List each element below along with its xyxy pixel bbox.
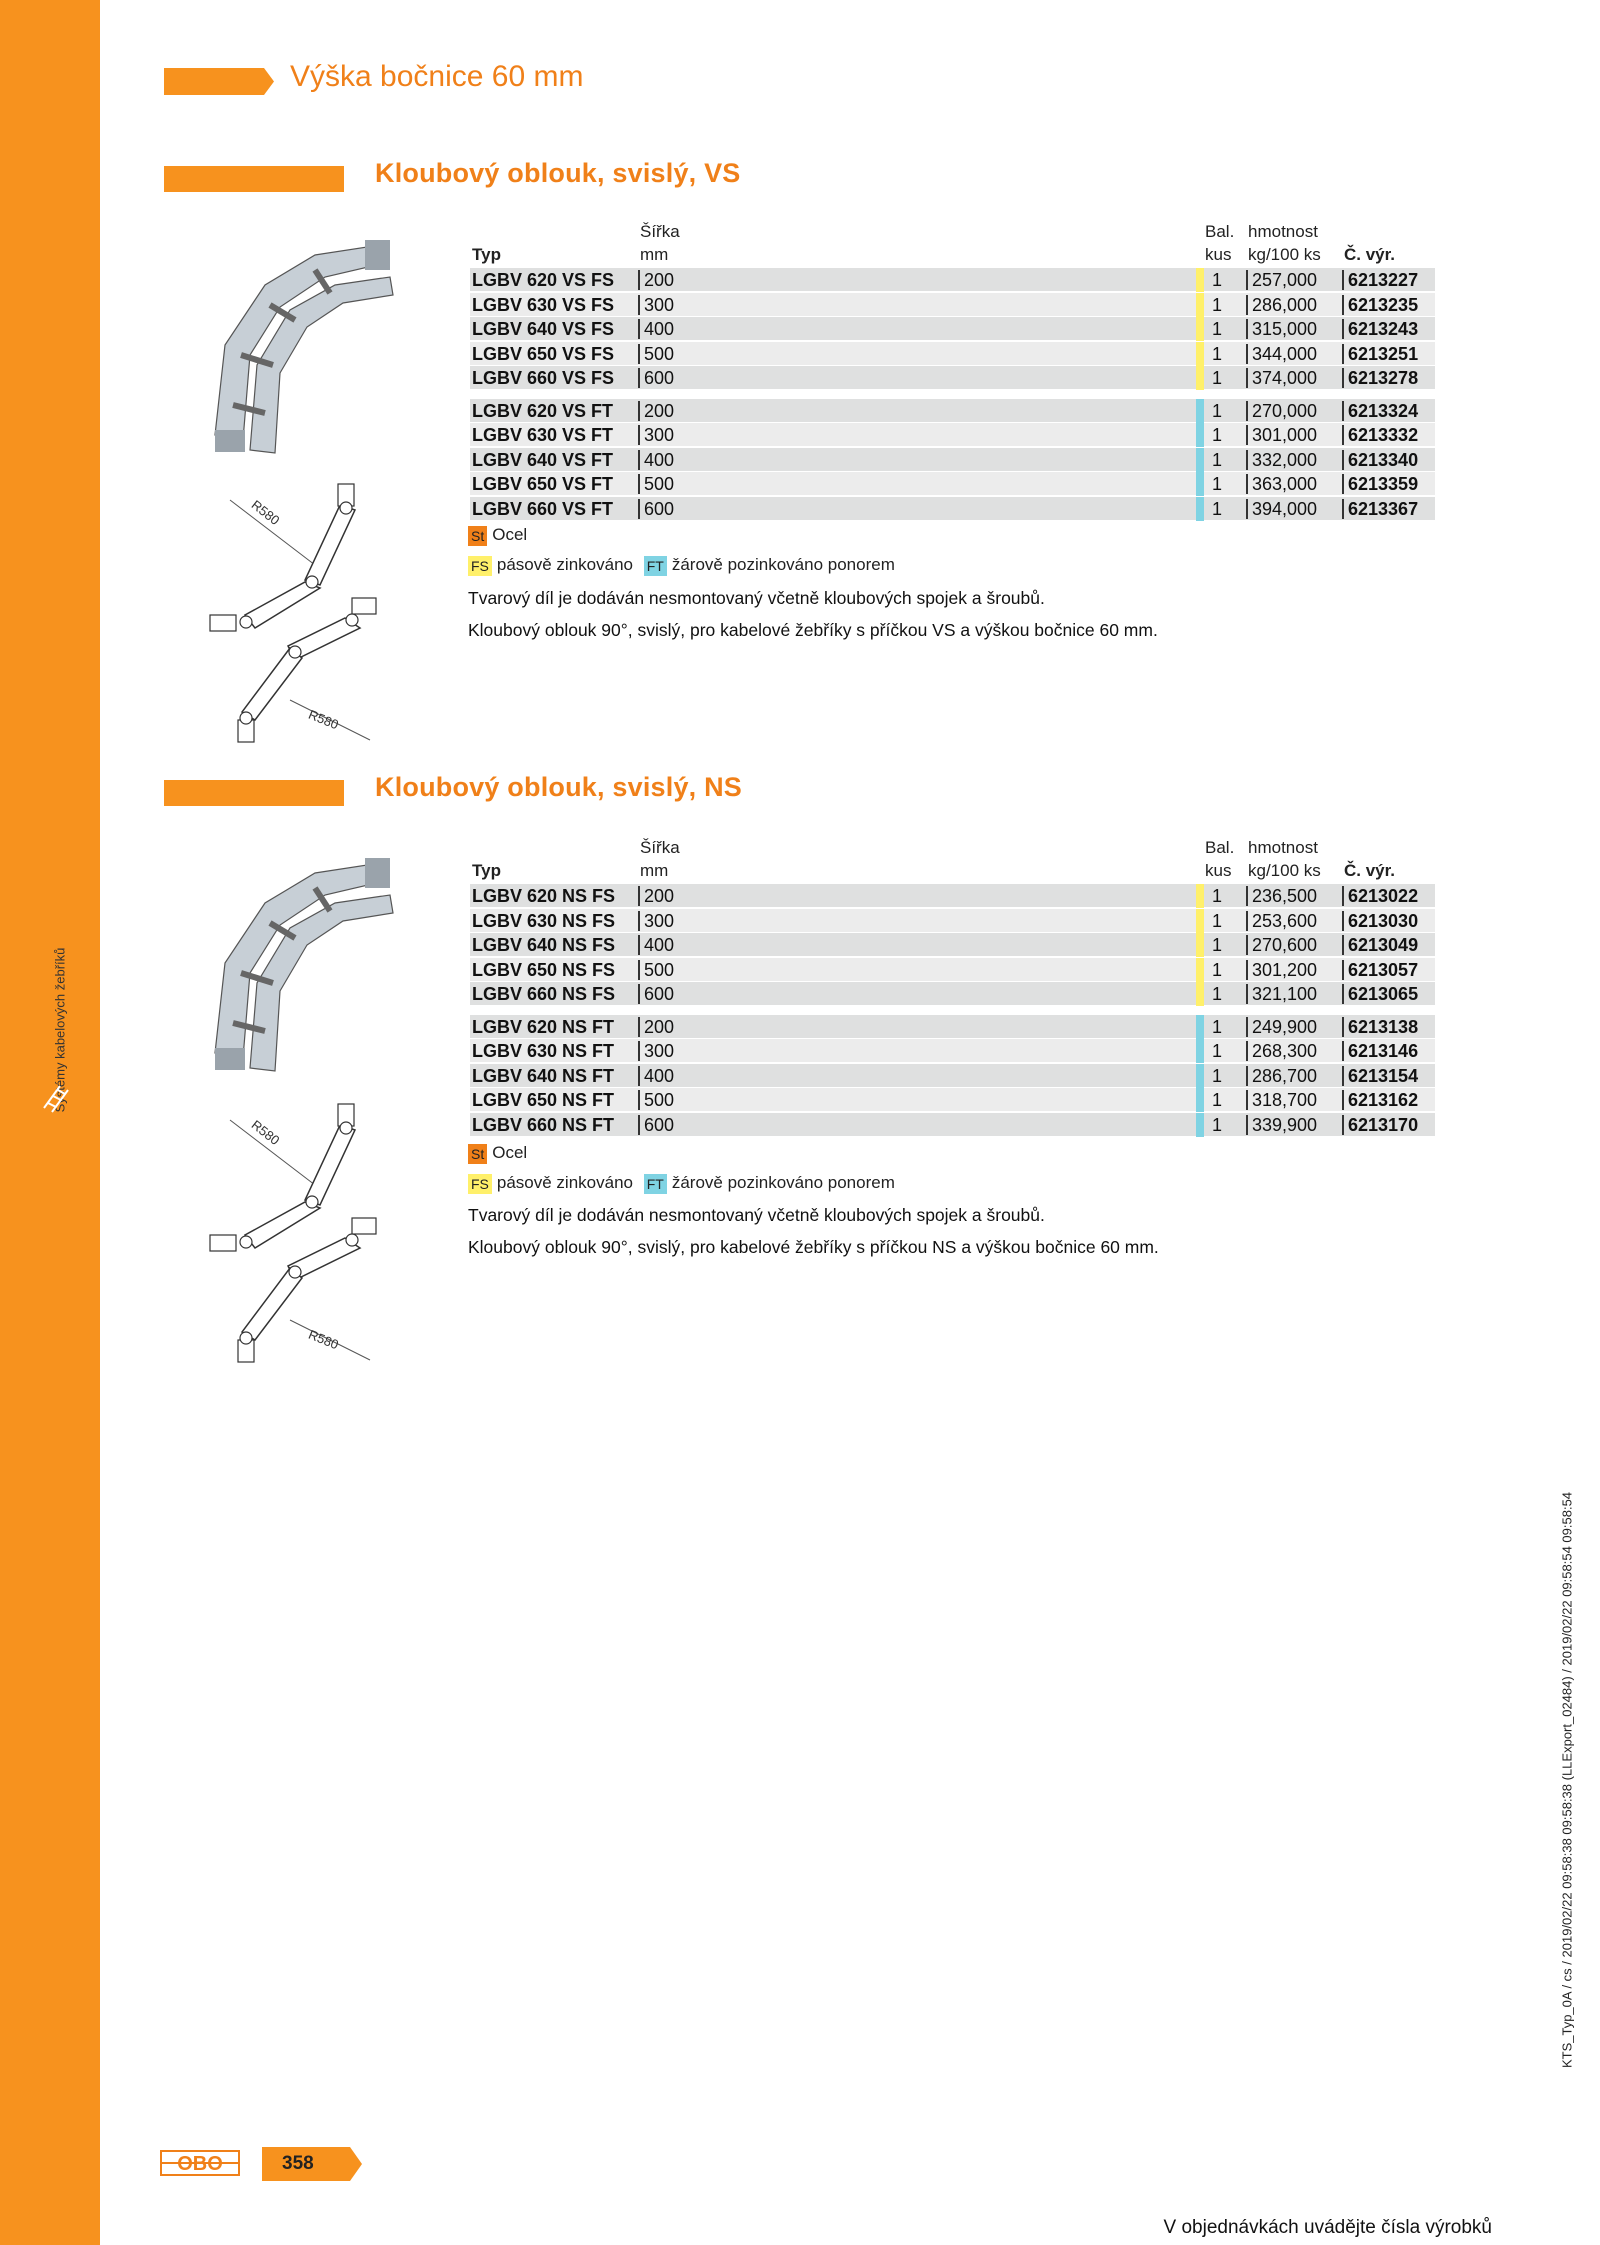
cell-bal: 1: [1212, 294, 1223, 315]
cell-weight: 301,200: [1246, 960, 1317, 980]
table-header: [470, 222, 1435, 268]
cell-weight: 257,000: [1246, 270, 1317, 290]
sidebar: [0, 0, 100, 2245]
legend-fs-text: pásově zinkováno: [496, 1173, 633, 1192]
cell-article: 6213030: [1342, 911, 1418, 931]
cell-weight: 268,300: [1246, 1041, 1317, 1061]
section-title: Kloubový oblouk, svislý, VS: [375, 158, 741, 188]
cell-article: 6213332: [1342, 425, 1418, 445]
finish-stripe: [1196, 933, 1204, 957]
finish-stripe: [1196, 1015, 1204, 1039]
page-number: 358: [282, 2153, 314, 2174]
finish-stripe: [1196, 1113, 1204, 1137]
cell-typ: LGBV 640 NS FT: [472, 1065, 615, 1086]
cell-weight: 339,900: [1246, 1115, 1317, 1135]
cell-typ: LGBV 660 VS FS: [472, 368, 615, 388]
cell-bal: 1: [1212, 910, 1223, 931]
cell-article: 6213340: [1342, 450, 1418, 470]
cell-typ: LGBV 660 VS FT: [472, 498, 614, 519]
note-assembly: Tvarový díl je dodáván nesmontovaný včetně kloubových spojek a šroubů.: [468, 588, 1045, 608]
bend-schematic-drawing: [200, 470, 390, 750]
cell-weight: 286,700: [1246, 1066, 1317, 1086]
col-sirka: Šířka: [640, 222, 680, 241]
finish-stripe: [1196, 958, 1204, 982]
cell-typ: LGBV 620 NS FS: [472, 886, 616, 906]
cell-weight: 318,700: [1246, 1090, 1317, 1110]
table-row: [470, 1088, 1435, 1112]
footer-order-note: V objednávkách uvádějte čísla výrobků: [1163, 2217, 1492, 2238]
radius-label: R580: [306, 706, 341, 733]
cell-bal: 1: [1212, 1114, 1223, 1135]
legend-ft-text: žárově pozinkováno ponorem: [671, 1173, 895, 1192]
cell-width: 200: [638, 401, 674, 421]
cell-typ: LGBV 640 NS FS: [472, 935, 616, 955]
cell-width: 200: [638, 270, 674, 290]
cell-article: 6213022: [1342, 886, 1418, 906]
cell-weight: 321,100: [1246, 984, 1317, 1004]
cell-article: 6213146: [1342, 1041, 1418, 1061]
col-bal: Bal.: [1205, 222, 1235, 241]
col-typ: Typ: [472, 245, 501, 264]
legend-st-text: Ocel: [492, 525, 528, 544]
table-row: [470, 448, 1435, 472]
cell-article: 6213065: [1342, 984, 1418, 1004]
finish-stripe: [1196, 884, 1204, 908]
cell-typ: LGBV 650 VS FT: [472, 474, 614, 494]
section-bar: [164, 166, 344, 192]
table-row: [470, 1113, 1435, 1137]
col-sirka-unit: mm: [640, 245, 669, 264]
cell-typ: LGBV 630 VS FS: [472, 294, 615, 315]
bend-schematic-drawing: [200, 1090, 390, 1370]
note-description: Kloubový oblouk 90°, svislý, pro kabelové žebříky s příčkou VS a výškou bočnice 60 mm.: [468, 620, 1158, 640]
cell-bal: 1: [1212, 343, 1223, 364]
obo-logo-text: OBO: [177, 2153, 223, 2175]
finish-stripe: [1196, 293, 1204, 317]
cell-typ: LGBV 660 NS FT: [472, 1114, 615, 1135]
cell-bal: 1: [1212, 400, 1223, 421]
legend-material: [468, 525, 527, 546]
cell-article: 6213324: [1342, 401, 1418, 421]
cell-width: 600: [638, 499, 674, 519]
cell-typ: LGBV 640 VS FT: [472, 449, 614, 470]
cell-article: 6213057: [1342, 960, 1418, 980]
cell-article: 6213227: [1342, 270, 1418, 290]
cell-article: 6213367: [1342, 499, 1418, 519]
radius-label: R580: [248, 497, 283, 528]
cell-bal: 1: [1212, 425, 1223, 445]
col-bal: Bal.: [1205, 838, 1235, 857]
product-table: [470, 838, 1435, 1137]
cell-weight: 236,500: [1246, 886, 1317, 906]
note-assembly: Tvarový díl je dodáván nesmontovaný včetně kloubových spojek a šroubů.: [468, 1205, 1045, 1225]
col-hm: hmotnost: [1248, 838, 1318, 857]
table-row: [470, 317, 1435, 341]
badge-ft: FT: [644, 556, 667, 576]
finish-stripe: [1196, 1039, 1204, 1063]
legend-fs-text: pásově zinkováno: [496, 555, 633, 574]
finish-stripe: [1196, 342, 1204, 366]
sidebar-label: Systémy kabelových žebříků: [52, 947, 68, 1113]
finish-stripe: [1196, 1088, 1204, 1112]
cell-article: 6213251: [1342, 344, 1418, 364]
table-row: [470, 1039, 1435, 1063]
cell-bal: 1: [1212, 1065, 1223, 1086]
finish-stripe: [1196, 268, 1204, 292]
cell-article: 6213243: [1342, 319, 1418, 339]
product-table: [470, 222, 1435, 521]
finish-stripe: [1196, 472, 1204, 496]
section-bar: [164, 780, 344, 806]
finish-stripe: [1196, 448, 1204, 472]
table-row: [470, 1015, 1435, 1039]
finish-stripe: [1196, 317, 1204, 341]
cell-typ: LGBV 630 NS FS: [472, 910, 616, 931]
col-cv: Č. výr.: [1344, 861, 1396, 880]
cell-typ: LGBV 650 NS FT: [472, 1090, 615, 1110]
badge-fs: FS: [468, 556, 492, 576]
finish-stripe: [1196, 909, 1204, 933]
cell-width: 200: [638, 886, 674, 906]
finish-stripe: [1196, 497, 1204, 521]
table-row: [470, 268, 1435, 292]
badge-fs: FS: [468, 1174, 492, 1194]
col-sirka-unit: mm: [640, 861, 669, 880]
cell-article: 6213235: [1342, 295, 1418, 315]
cell-width: 300: [638, 425, 674, 445]
cell-bal: 1: [1212, 368, 1223, 388]
finish-stripe: [1196, 366, 1204, 390]
cell-bal: 1: [1212, 474, 1223, 494]
finish-stripe: [1196, 982, 1204, 1006]
col-bal-unit: kus: [1205, 861, 1232, 880]
cell-weight: 253,600: [1246, 911, 1317, 931]
cell-bal: 1: [1212, 1041, 1223, 1061]
ladder-bend-drawing: [195, 843, 395, 1083]
col-sirka: Šířka: [640, 838, 680, 857]
table-row: [470, 933, 1435, 957]
legend-ft-text: žárově pozinkováno ponorem: [671, 555, 895, 574]
cell-weight: 315,000: [1246, 319, 1317, 339]
table-row: [470, 1064, 1435, 1088]
badge-ft: FT: [644, 1174, 667, 1194]
cell-width: 300: [638, 911, 674, 931]
cell-article: 6213278: [1342, 368, 1418, 388]
cell-width: 500: [638, 960, 674, 980]
cell-width: 400: [638, 935, 674, 955]
cell-bal: 1: [1212, 984, 1223, 1004]
cell-bal: 1: [1212, 449, 1223, 470]
table-row: [470, 423, 1435, 447]
cell-typ: LGBV 640 VS FS: [472, 319, 615, 339]
cell-bal: 1: [1212, 959, 1223, 980]
table-row: [470, 982, 1435, 1006]
cell-typ: LGBV 630 VS FT: [472, 425, 614, 445]
cell-bal: 1: [1212, 270, 1223, 290]
cell-article: 6213049: [1342, 935, 1418, 955]
cell-typ: LGBV 650 NS FS: [472, 959, 616, 980]
table-row: [470, 342, 1435, 366]
legend-st-text: Ocel: [492, 1143, 528, 1162]
cell-width: 400: [638, 450, 674, 470]
cell-weight: 374,000: [1246, 368, 1317, 388]
page-header-title: Výška bočnice 60 mm: [290, 60, 584, 93]
table-row: [470, 958, 1435, 982]
cell-width: 500: [638, 474, 674, 494]
table-row: [470, 293, 1435, 317]
cell-article: 6213138: [1342, 1017, 1418, 1037]
col-bal-unit: kus: [1205, 245, 1232, 264]
col-hm-unit: kg/100 ks: [1248, 245, 1321, 264]
legend-finish: [468, 1173, 895, 1194]
cell-bal: 1: [1212, 1016, 1223, 1037]
cell-width: 200: [638, 1017, 674, 1037]
cell-bal: 1: [1212, 498, 1223, 519]
table-header: [470, 838, 1435, 884]
table-row: [470, 399, 1435, 423]
col-hm-unit: kg/100 ks: [1248, 861, 1321, 880]
finish-stripe: [1196, 399, 1204, 423]
export-metadata: KTS_Typ_0A / cs / 2019/02/22 09:58:38 09:58:38 (LLExport_02484) / 2019/02/22 09:58:54 09:58:54: [1559, 1491, 1575, 2069]
cell-weight: 286,000: [1246, 295, 1317, 315]
cell-weight: 332,000: [1246, 450, 1317, 470]
cell-weight: 394,000: [1246, 499, 1317, 519]
cell-article: 6213154: [1342, 1066, 1418, 1086]
finish-stripe: [1196, 1064, 1204, 1088]
finish-stripe: [1196, 423, 1204, 447]
obo-logo: [160, 2150, 240, 2176]
table-row: [470, 366, 1435, 390]
cell-article: 6213359: [1342, 474, 1418, 494]
cell-width: 500: [638, 344, 674, 364]
cell-typ: LGBV 650 VS FS: [472, 343, 615, 364]
cell-weight: 249,900: [1246, 1017, 1317, 1037]
header-tag: [164, 68, 274, 95]
cell-typ: LGBV 620 VS FS: [472, 270, 615, 290]
section-title: Kloubový oblouk, svislý, NS: [375, 772, 742, 802]
cell-bal: 1: [1212, 319, 1223, 339]
table-row: [470, 497, 1435, 521]
badge-st: St: [468, 1144, 487, 1164]
cell-weight: 363,000: [1246, 474, 1317, 494]
table-row: [470, 884, 1435, 908]
cell-width: 400: [638, 319, 674, 339]
col-cv: Č. výr.: [1344, 245, 1396, 264]
cell-weight: 270,600: [1246, 935, 1317, 955]
cable-ladder-icon: [38, 1080, 74, 1116]
note-description: Kloubový oblouk 90°, svislý, pro kabelové žebříky s příčkou NS a výškou bočnice 60 mm.: [468, 1237, 1159, 1257]
legend-finish: [468, 555, 895, 576]
cell-width: 600: [638, 368, 674, 388]
cell-article: 6213162: [1342, 1090, 1418, 1110]
cell-width: 500: [638, 1090, 674, 1110]
cell-typ: LGBV 660 NS FS: [472, 984, 616, 1004]
cell-weight: 344,000: [1246, 344, 1317, 364]
cell-width: 300: [638, 295, 674, 315]
cell-weight: 270,000: [1246, 401, 1317, 421]
radius-label: R580: [248, 1117, 283, 1148]
radius-label: R580: [306, 1326, 341, 1353]
legend-material: [468, 1143, 527, 1164]
cell-bal: 1: [1212, 886, 1223, 906]
cell-article: 6213170: [1342, 1115, 1418, 1135]
cell-width: 400: [638, 1066, 674, 1086]
cell-width: 600: [638, 984, 674, 1004]
cell-width: 600: [638, 1115, 674, 1135]
cell-bal: 1: [1212, 935, 1223, 955]
cell-bal: 1: [1212, 1090, 1223, 1110]
ladder-bend-drawing: [195, 225, 395, 465]
col-hm: hmotnost: [1248, 222, 1318, 241]
cell-width: 300: [638, 1041, 674, 1061]
table-row: [470, 909, 1435, 933]
table-row: [470, 472, 1435, 496]
cell-typ: LGBV 620 NS FT: [472, 1016, 615, 1037]
cell-typ: LGBV 630 NS FT: [472, 1041, 615, 1061]
col-typ: Typ: [472, 861, 501, 880]
cell-typ: LGBV 620 VS FT: [472, 400, 614, 421]
badge-st: St: [468, 526, 487, 546]
cell-weight: 301,000: [1246, 425, 1317, 445]
